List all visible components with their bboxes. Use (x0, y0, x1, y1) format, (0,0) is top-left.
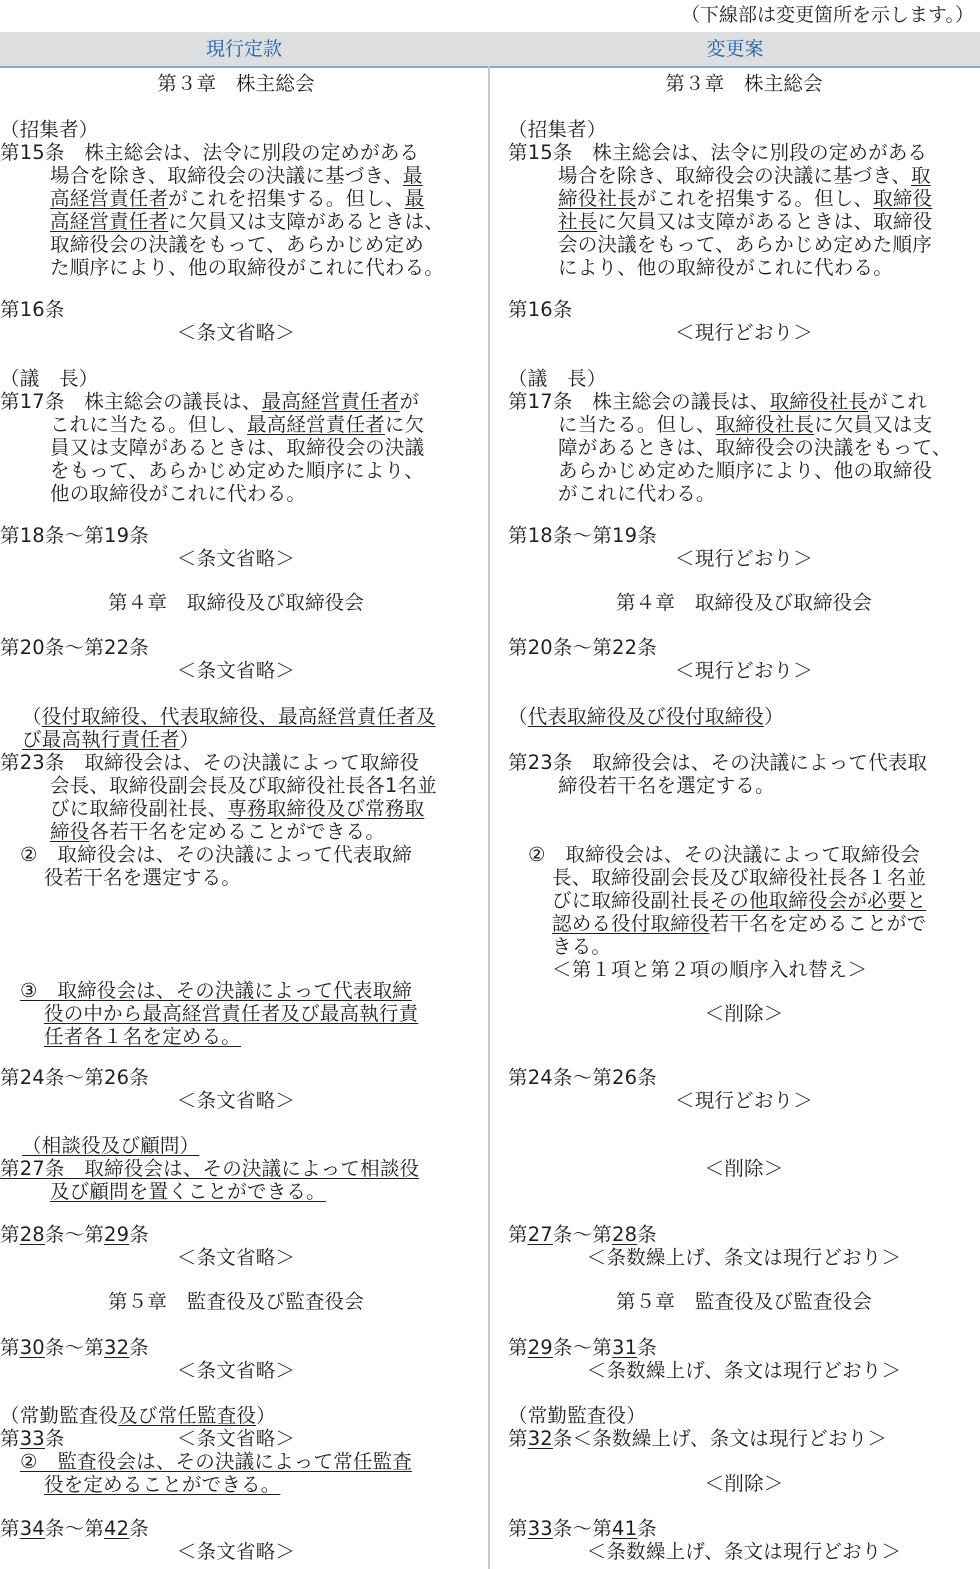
line-text: 障があるときは、取締役会の決議をもって、 (558, 436, 952, 459)
deleted-note (508, 1472, 980, 1496)
changed-text: び最高執行責任者 (22, 728, 180, 751)
line-text: ＜条文省略＞ (176, 1246, 296, 1269)
line-text: 第16条 (508, 298, 573, 321)
line-text: （招集者） (508, 118, 607, 141)
changed-text: 33 (527, 1517, 553, 1540)
article-caption (508, 118, 607, 142)
changed-text: 取 (911, 164, 931, 187)
article-body-note (508, 1089, 980, 1113)
line-text: 第５章 監査役及び監査役会 (615, 1290, 873, 1313)
chapter-heading (0, 72, 472, 96)
underline-note: （下線部は変更箇所を示します。） (681, 4, 974, 26)
line-text: 若干名を定めることがで (709, 912, 927, 935)
changed-text: 33 (19, 1427, 45, 1450)
article-number (0, 524, 149, 548)
article-number (508, 1336, 657, 1360)
article-text-line (50, 233, 424, 257)
article-caption (0, 1404, 276, 1428)
article-text-line (50, 1180, 326, 1204)
changed-text: 28 (19, 1223, 45, 1246)
changed-text: ② 監査役会は、その決議によって常任監査 (20, 1450, 412, 1473)
article-number (0, 636, 149, 660)
line-text: 役若干名を選定する。 (44, 866, 242, 889)
article-text-line (50, 774, 437, 798)
article-caption (0, 118, 99, 142)
proposed-amendment-column (508, 68, 980, 1569)
article-text-line (50, 187, 424, 211)
chapter-heading (0, 1290, 472, 1314)
line-text: これに当たる。但し、 (50, 413, 248, 436)
line-text: ＜条文省略＞ (176, 1540, 296, 1563)
article-text-line (558, 187, 932, 211)
article-body-note (508, 1359, 980, 1383)
line-text: 場合を除き、取締役会の決議に基づき、 (50, 164, 404, 187)
paragraph-text-line (552, 889, 926, 913)
article-caption (22, 705, 436, 729)
line-text: 第５章 監査役及び監査役会 (107, 1290, 365, 1313)
line-text: 第16条 (0, 298, 65, 321)
article-body-note (508, 1540, 980, 1564)
line-text: 条 (637, 1517, 657, 1540)
article-number (0, 1336, 149, 1360)
changed-text: 28 (612, 1223, 638, 1246)
changed-text: 27 (527, 1223, 553, 1246)
article-caption (508, 367, 607, 391)
line-text: 第３章 株主総会 (157, 72, 315, 95)
line-text: 条 (637, 1223, 657, 1246)
line-text: が (399, 390, 420, 413)
changed-text: 任者各１名を定める。 (44, 1025, 242, 1048)
article-body-note (0, 659, 472, 683)
changed-text: 取締役 (873, 187, 933, 210)
article-body-note (0, 321, 472, 345)
line-text: がこれを招集する。但し、 (636, 187, 874, 210)
changed-text: 役を定めることができる。 (44, 1473, 281, 1496)
line-text: 第 (508, 1223, 528, 1246)
line-text: 第 (508, 1427, 528, 1450)
article-caption (22, 728, 199, 752)
line-text: 条～第 (44, 1223, 105, 1246)
changed-text: 第27条 取締役会は、その決議によって相談役 (0, 1157, 420, 1180)
article-text-line (558, 774, 775, 798)
article-text-line (508, 141, 927, 165)
changed-text: 専務取締役及び常務取 (227, 797, 425, 820)
paragraph-text-line (552, 935, 611, 959)
line-text: 第 (508, 1336, 528, 1359)
article-number (508, 1223, 657, 1247)
line-text: ＜条数繰上げ、条文は現行どおり＞ (586, 1359, 902, 1382)
article-text-line (50, 210, 444, 234)
line-text: 取締役会の決議をもって、あらかじめ定め (50, 233, 424, 256)
line-text: ＜現行どおり＞ (675, 547, 813, 570)
line-text: ＜条文省略＞ (176, 1359, 296, 1382)
line-text: （招集者） (0, 118, 99, 141)
current-articles-header: 現行定款 (205, 38, 282, 60)
line-text: に欠員又は支障があるときは、 (168, 210, 445, 233)
article-body-note (0, 1089, 472, 1113)
article-number (0, 298, 65, 322)
line-text: 第24条～第26条 (508, 1066, 657, 1089)
article-number (508, 524, 657, 548)
article-text-line (558, 482, 716, 506)
article-number (0, 1066, 149, 1090)
line-text: に欠 (384, 413, 425, 436)
changed-text: 取締役社長 (715, 413, 815, 436)
line-text: 員又は支障があるときは、取締役会の決議 (50, 436, 425, 459)
line-text: 第23条 取締役会は、その決議によって取締役 (0, 751, 420, 774)
article-number (508, 1066, 657, 1090)
changed-text: 最高経営責任者 (261, 390, 400, 413)
proposed-amendment-header: 変更案 (706, 38, 764, 60)
article-text-line (0, 751, 419, 775)
line-text: 会長、取締役副会長及び取締役社長各1名並 (50, 774, 437, 797)
line-text: ＜削除＞ (704, 1002, 784, 1025)
article-text-line (558, 164, 931, 188)
article-text-line (0, 141, 419, 165)
article-body-note (508, 1246, 980, 1270)
line-text: 第17条 株主総会の議長は、 (0, 390, 262, 413)
line-text: ＜条文省略＞ (176, 547, 296, 570)
line-text: 条＜条数繰上げ、条文は現行どおり＞ (552, 1427, 888, 1450)
line-text: ＜条文省略＞ (176, 1089, 296, 1112)
line-text: （ (508, 705, 528, 728)
changed-text: 役付取締役、代表取締役、最高経営責任者及 (41, 705, 436, 728)
paragraph-text-line (44, 1473, 280, 1497)
line-text: がこれ (868, 390, 928, 413)
chapter-heading (508, 1290, 980, 1314)
chapter-heading (508, 591, 980, 615)
line-text: 第 (0, 1223, 20, 1246)
line-text: 条～第 (552, 1517, 613, 1540)
line-text: 条～第 (552, 1223, 613, 1246)
line-text: 条 (637, 1336, 657, 1359)
article-text-line (558, 436, 952, 460)
line-text: （常勤監査役 (0, 1404, 119, 1427)
line-text: ＜条文省略＞ (176, 1427, 296, 1450)
changed-text: 32 (104, 1336, 130, 1359)
line-text: 条 (129, 1223, 149, 1246)
changed-text: 及び顧問を置くことができる。 (50, 1180, 326, 1203)
changed-text: 29 (104, 1223, 130, 1246)
changed-text: 最 (403, 164, 423, 187)
line-text: 第３章 株主総会 (665, 72, 823, 95)
line-text: 第17条 株主総会の議長は、 (508, 390, 770, 413)
article-caption (22, 1134, 199, 1158)
article-text-line (50, 164, 423, 188)
line-text: 第４章 取締役及び取締役会 (615, 591, 873, 614)
article-number (0, 1517, 149, 1541)
changed-text: ③ 取締役会は、その決議によって代表取締 (20, 979, 412, 1002)
article-text-line (508, 390, 927, 414)
changed-text: 社長 (558, 210, 598, 233)
article-caption (0, 367, 99, 391)
line-text: 締役若干名を選定する。 (558, 774, 775, 797)
deleted-note (508, 1002, 980, 1026)
line-text: （常勤監査役） (508, 1404, 646, 1427)
article-text-line (50, 820, 385, 844)
article-caption (508, 705, 784, 729)
article-text-line (50, 413, 424, 437)
changed-text: 代表取締役及び役付取締役 (527, 705, 765, 728)
line-text: 第15条 株主総会は、法令に別段の定めがある (508, 141, 928, 164)
article-text-line (50, 797, 424, 821)
current-articles-column (0, 68, 472, 1569)
line-text: がこれを招集する。但し、 (168, 187, 405, 210)
changed-text: 高経営責任者 (50, 187, 169, 210)
changed-text: 役の中から最高経営責任者及び最高執行責 (44, 1002, 419, 1025)
line-text: 会の決議をもって、あらかじめ定めた順序 (558, 233, 932, 256)
line-text: た順序により、他の取締役がこれに代わる。 (50, 256, 445, 279)
article-text-line (50, 436, 424, 460)
column-divider (488, 66, 490, 1569)
line-text: 他の取締役がこれに代わる。 (50, 482, 307, 505)
article-number (508, 1517, 657, 1541)
line-text: 条 (129, 1517, 149, 1540)
paragraph-text-line (44, 866, 241, 890)
article-number (508, 298, 573, 322)
article-text-line (50, 459, 424, 483)
line-text: 条～第 (44, 1517, 105, 1540)
line-text: 条 (129, 1336, 149, 1359)
line-text: 第20条～第22条 (0, 636, 149, 659)
article-body-note (0, 1427, 472, 1451)
line-text: ＜条文省略＞ (176, 659, 296, 682)
line-text: 第23条 取締役会は、その決議によって代表取 (508, 751, 928, 774)
line-text: に欠員又は支障があるときは、取締役 (597, 210, 933, 233)
line-text: ＜削除＞ (704, 1157, 784, 1180)
line-text: ＜現行どおり＞ (675, 659, 813, 682)
changed-text: 最高経営責任者 (247, 413, 385, 436)
line-text: 第15条 株主総会は、法令に別段の定めがある (0, 141, 420, 164)
line-text: ） (764, 705, 784, 728)
article-text-line (558, 233, 932, 257)
article-text-line (0, 390, 419, 414)
line-text: がこれに代わる。 (558, 482, 716, 505)
paragraph-text-line (528, 843, 920, 867)
line-text: きる。 (552, 935, 612, 958)
line-text: ＜現行どおり＞ (675, 1089, 813, 1112)
reorder-note (552, 958, 867, 982)
article-text-line (558, 210, 932, 234)
changed-text: 締役社長 (558, 187, 637, 210)
changed-text: 締役 (50, 820, 90, 843)
line-text: 各若干名を定めることができる。 (89, 820, 385, 843)
article-text-line (50, 482, 306, 506)
article-text-line (558, 256, 893, 280)
line-text: ＜第１項と第２項の順序入れ替え＞ (552, 958, 868, 981)
line-text: 第 (0, 1517, 20, 1540)
line-text: 第20条～第22条 (508, 636, 657, 659)
line-text: により、他の取締役がこれに代わる。 (558, 256, 893, 279)
changed-text: 32 (527, 1427, 553, 1450)
line-text: 第 (0, 1336, 20, 1359)
changed-text: 41 (612, 1517, 638, 1540)
article-body-note (0, 547, 472, 571)
line-text: 条～第 (44, 1336, 105, 1359)
article-body-note (508, 547, 980, 571)
changed-text: 31 (612, 1336, 638, 1359)
article-text-line (0, 1157, 419, 1181)
paragraph-text-line (552, 866, 926, 890)
article-text-line (558, 459, 932, 483)
line-text: あらかじめ定めた順序により、他の取締役 (558, 459, 933, 482)
line-text: 第24条～第26条 (0, 1066, 149, 1089)
paragraph-text-line (20, 843, 412, 867)
paragraph-text-line (20, 979, 412, 1003)
deleted-note (508, 1157, 980, 1181)
article-text-line (50, 256, 444, 280)
article-number (508, 636, 657, 660)
chapter-heading (0, 591, 472, 615)
article-body-note (508, 659, 980, 683)
line-text: びに取締役副社長 (552, 889, 710, 912)
article-caption (508, 1404, 646, 1428)
line-text: （議 長） (508, 367, 607, 390)
changed-text: 最 (404, 187, 425, 210)
changed-text: 取締役社長 (769, 390, 869, 413)
line-text: ＜削除＞ (704, 1472, 784, 1495)
article-text-line (508, 751, 927, 775)
line-text: （ (22, 705, 42, 728)
chapter-heading (508, 72, 980, 96)
changed-text: 及び常任監査役 (118, 1404, 257, 1427)
line-text: ） (256, 1404, 276, 1427)
line-text: 場合を除き、取締役会の決議に基づき、 (558, 164, 912, 187)
changed-text: 42 (104, 1517, 130, 1540)
line-text: に欠員又は支 (814, 413, 933, 436)
paragraph-text-line (44, 1002, 418, 1026)
line-text: 第18条～第19条 (0, 524, 149, 547)
article-text-line (558, 413, 932, 437)
paragraph-text-line (20, 1450, 412, 1474)
article-number (508, 1427, 887, 1451)
changed-text: 30 (19, 1336, 45, 1359)
line-text: 長、取締役副会長及び取締役社長各１名並 (552, 866, 927, 889)
paragraph-text-line (44, 1025, 241, 1049)
line-text: （議 長） (0, 367, 99, 390)
changed-text: その他取締役会が必要と (709, 889, 927, 912)
line-text: ② 取締役会は、その決議によって代表取締 (20, 843, 412, 866)
line-text: 第 (508, 1517, 528, 1540)
article-number (0, 1223, 149, 1247)
line-text: びに取締役副社長、 (50, 797, 228, 820)
changed-text: （相談役及び顧問） (22, 1134, 200, 1157)
line-text: 第 (0, 1427, 20, 1450)
line-text: ＜条数繰上げ、条文は現行どおり＞ (586, 1540, 902, 1563)
table-header (0, 32, 980, 68)
changed-text: 34 (19, 1517, 45, 1540)
line-text: ＜条文省略＞ (176, 321, 296, 344)
article-body-note (0, 1246, 472, 1270)
line-text: をもって、あらかじめ定めた順序により、 (50, 459, 424, 482)
line-text: ＜現行どおり＞ (675, 321, 813, 344)
changed-text: 認める役付取締役 (552, 912, 710, 935)
line-text: ） (179, 728, 200, 751)
line-text: 条 (44, 1427, 65, 1450)
line-text: ② 取締役会は、その決議によって取締役会 (528, 843, 920, 866)
article-body-note (0, 1359, 472, 1383)
line-text: ＜条数繰上げ、条文は現行どおり＞ (586, 1246, 902, 1269)
line-text: 第18条～第19条 (508, 524, 657, 547)
article-body-note (508, 321, 980, 345)
article-body-note (0, 1540, 472, 1564)
changed-text: 高経営責任者 (50, 210, 169, 233)
changed-text: 29 (527, 1336, 553, 1359)
line-text: に当たる。但し、 (558, 413, 716, 436)
line-text: 第４章 取締役及び取締役会 (107, 591, 365, 614)
paragraph-text-line (552, 912, 926, 936)
line-text: 条～第 (552, 1336, 613, 1359)
